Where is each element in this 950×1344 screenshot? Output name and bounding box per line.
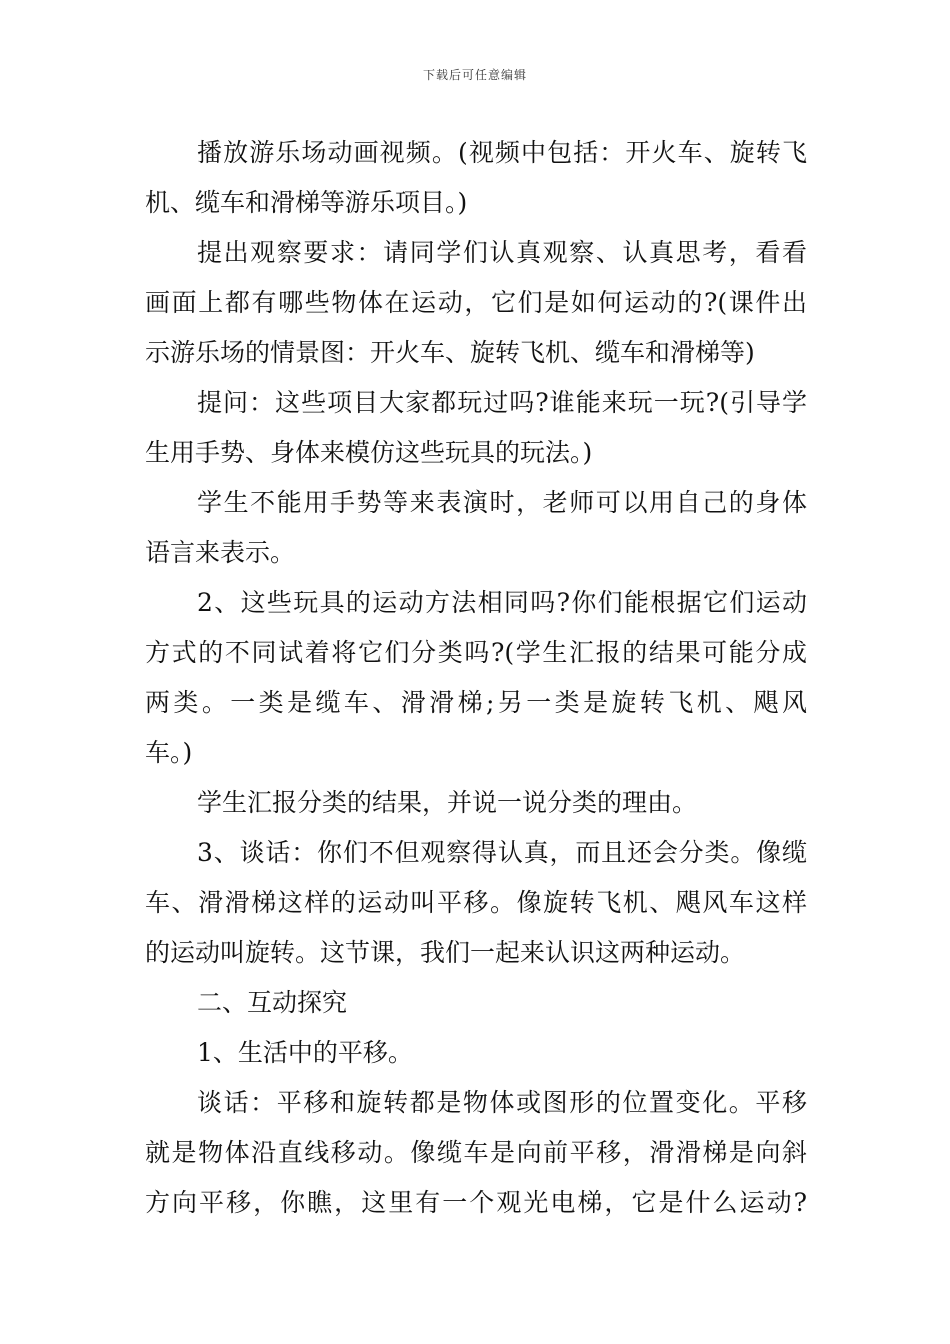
text-line: 2、这些玩具的运动方法相同吗?你们能根据它们运动 (197, 588, 807, 617)
text-line: 学生不能用手势等来表演时，老师可以用自己的身体 (197, 488, 807, 517)
text-line: 车。) (145, 738, 193, 767)
text-line: 机、缆车和滑梯等游乐项目。) (145, 188, 468, 217)
text-line: 示游乐场的情景图：开火车、旋转飞机、缆车和滑梯等) (145, 338, 755, 367)
text-line: 方向平移，你瞧，这里有一个观光电梯，它是什么运动? (145, 1188, 807, 1217)
text-line: 谈话：平移和旋转都是物体或图形的位置变化。平移 (197, 1088, 807, 1117)
text-line: 提出观察要求：请同学们认真观察、认真思考，看看 (197, 238, 807, 267)
text-line: 学生汇报分类的结果，并说一说分类的理由。 (197, 788, 698, 817)
text-line: 生用手势、身体来模仿这些玩具的玩法。) (145, 438, 593, 467)
text-line: 的运动叫旋转。这节课，我们一起来认识这两种运动。 (145, 938, 746, 967)
text-line: 3、谈话：你们不但观察得认真，而且还会分类。像缆 (197, 838, 807, 867)
text-line: 1、生活中的平移。 (197, 1038, 413, 1067)
document-body (145, 128, 807, 1228)
text-line: 语言来表示。 (145, 538, 296, 567)
text-line: 两类。一类是缆车、滑滑梯;另一类是旋转飞机、飓风 (145, 688, 807, 717)
text-line: 播放游乐场动画视频。(视频中包括：开火车、旋转飞 (197, 138, 807, 167)
text-line: 提问：这些项目大家都玩过吗?谁能来玩一玩?(引导学 (197, 388, 807, 417)
text-line: 二、互动探究 (197, 988, 348, 1017)
text-line: 车、滑滑梯这样的运动叫平移。像旋转飞机、飓风车这样 (145, 888, 807, 917)
text-line: 画面上都有哪些物体在运动，它们是如何运动的?(课件出 (145, 288, 807, 317)
page-header: 下载后可任意编辑 (422, 68, 527, 82)
text-line: 方式的不同试着将它们分类吗?(学生汇报的结果可能分成 (145, 638, 807, 667)
text-line: 就是物体沿直线移动。像缆车是向前平移，滑滑梯是向斜 (145, 1138, 807, 1167)
